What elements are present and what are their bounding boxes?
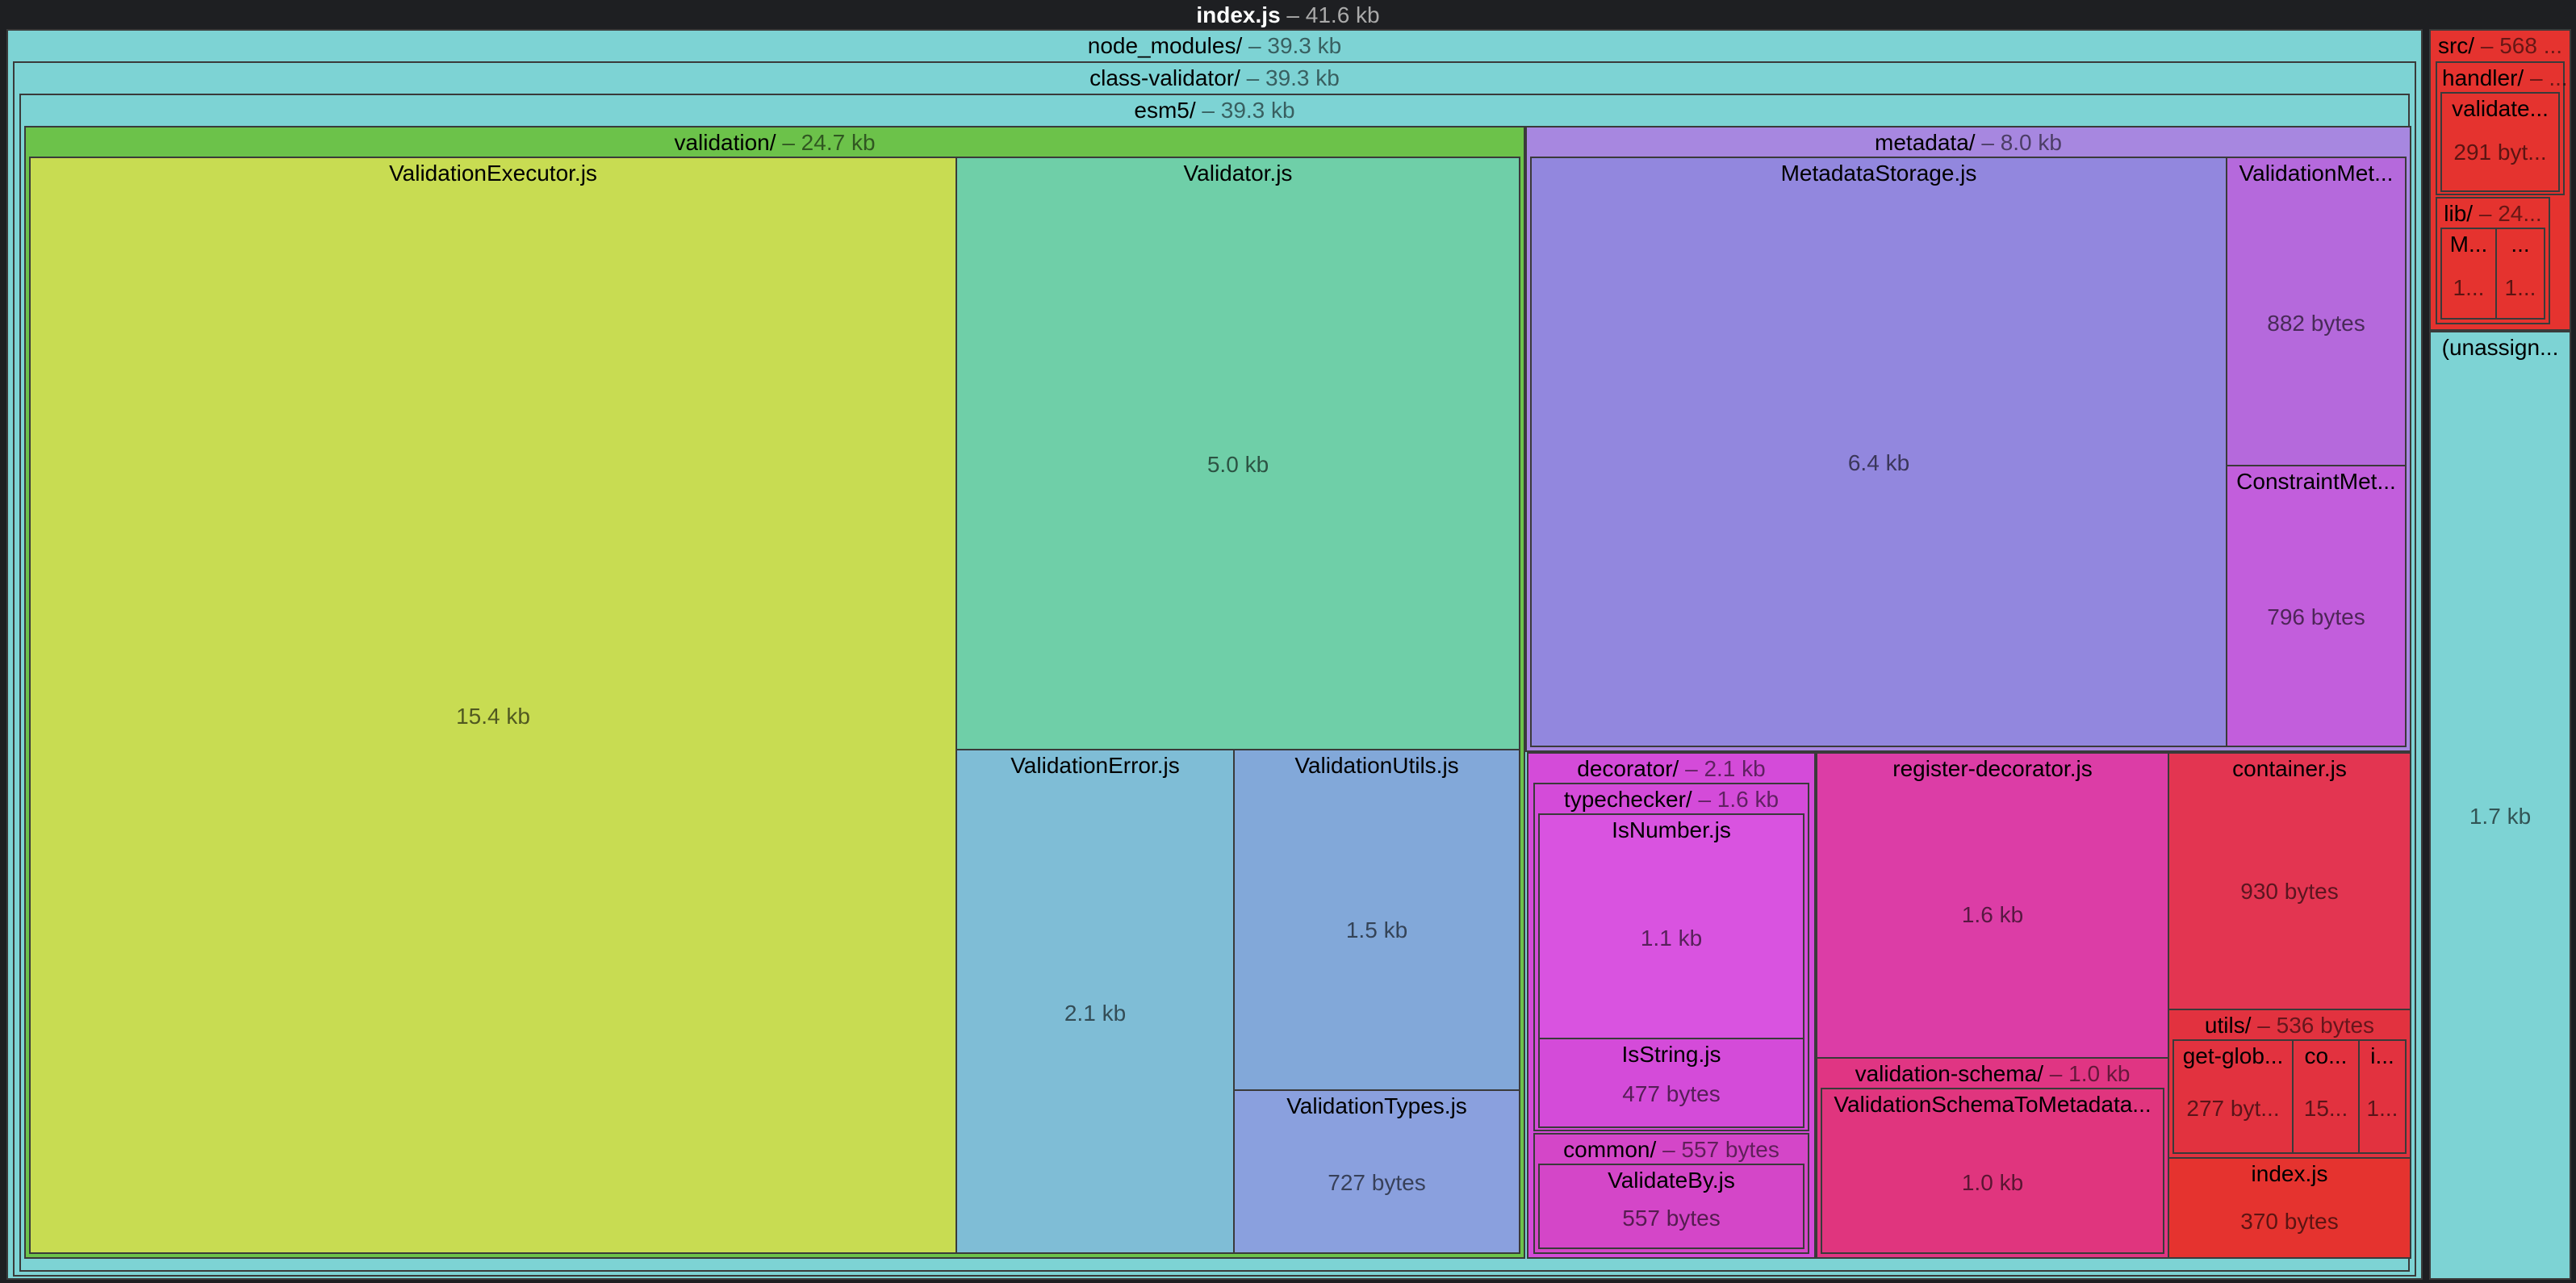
node-label bbox=[1540, 815, 1803, 846]
node-label bbox=[2294, 1041, 2358, 1072]
node-label bbox=[957, 750, 1233, 781]
node-name: index.js bbox=[1196, 2, 1281, 27]
node-value: 1.0 kb bbox=[1961, 1170, 2024, 1195]
node-label bbox=[1235, 1091, 1519, 1122]
node-size: – 8.0 kb bbox=[1975, 130, 2062, 155]
file-isnumber-js[interactable] bbox=[1538, 813, 1804, 1039]
node-value: 1.7 kb bbox=[2469, 804, 2532, 829]
node-size: – 39.3 kb bbox=[1240, 65, 1340, 90]
node-label bbox=[1535, 1135, 1808, 1165]
node-name: utils/ bbox=[2204, 1013, 2252, 1038]
node-size: – ... bbox=[2524, 65, 2568, 90]
node-name: class-validator/ bbox=[1089, 65, 1240, 90]
node-name: decorator/ bbox=[1577, 756, 1679, 781]
node-name: handler/ bbox=[2442, 65, 2524, 90]
node-name: typechecker/ bbox=[1563, 787, 1692, 812]
file-validationmet[interactable] bbox=[2226, 157, 2407, 466]
node-label bbox=[1235, 750, 1519, 781]
node-name: index.js bbox=[2251, 1161, 2328, 1186]
node-label bbox=[1532, 158, 2226, 189]
node-name: ValidationUtils.js bbox=[1294, 753, 1459, 778]
file-validateby-js[interactable] bbox=[1538, 1164, 1804, 1249]
node-name: ... bbox=[2511, 232, 2530, 257]
file-validationexecutor-js[interactable] bbox=[29, 157, 957, 1254]
node-label bbox=[2431, 332, 2570, 363]
node-label bbox=[2174, 1041, 2292, 1072]
file-validationutils-js[interactable] bbox=[1233, 749, 1520, 1091]
node-value: 882 bytes bbox=[2267, 311, 2365, 336]
node-value: 477 bytes bbox=[1622, 1081, 1721, 1106]
node-label bbox=[2169, 1010, 2410, 1041]
node-value: 291 byt... bbox=[2453, 140, 2547, 165]
node-name: ValidationError.js bbox=[1010, 753, 1180, 778]
node-name: validation-schema/ bbox=[1855, 1061, 2044, 1086]
node-label bbox=[31, 158, 956, 189]
node-name: metadata/ bbox=[1875, 130, 1976, 155]
file-metadatastorage-js[interactable] bbox=[1530, 157, 2227, 747]
node-label bbox=[0, 0, 2576, 31]
node-name: src/ bbox=[2437, 33, 2475, 58]
node-label bbox=[2442, 94, 2558, 124]
node-label bbox=[1535, 784, 1808, 815]
node-size: – 1.6 kb bbox=[1692, 787, 1779, 812]
node-name: register-decorator.js bbox=[1892, 756, 2093, 781]
node-value: 1... bbox=[2504, 275, 2536, 300]
node-label bbox=[1528, 754, 1814, 784]
node-label bbox=[21, 95, 2408, 126]
node-name: node_modules/ bbox=[1087, 33, 1243, 58]
node-value: 930 bytes bbox=[2240, 879, 2339, 904]
node-label bbox=[1817, 1059, 2168, 1089]
file-container-js[interactable] bbox=[2168, 752, 2411, 1010]
file-validationerror-js[interactable] bbox=[956, 749, 1235, 1254]
node-name: lib/ bbox=[2444, 201, 2474, 226]
node-value: 277 byt... bbox=[2186, 1096, 2280, 1121]
node-label bbox=[2227, 158, 2405, 189]
node-value: 1.6 kb bbox=[1961, 902, 2024, 927]
node-value: 6.4 kb bbox=[1847, 450, 1910, 475]
node-name: ValidationSchemaToMetadata... bbox=[1834, 1092, 2152, 1117]
node-name: container.js bbox=[2232, 756, 2347, 781]
file-validationschematometadata[interactable] bbox=[1821, 1088, 2164, 1254]
file-node[interactable] bbox=[2495, 228, 2545, 320]
file-constraintmet[interactable] bbox=[2226, 465, 2407, 747]
node-label bbox=[2431, 31, 2570, 61]
node-label bbox=[2227, 466, 2405, 497]
node-name: ValidateBy.js bbox=[1608, 1168, 1735, 1193]
node-size: – 41.6 kb bbox=[1280, 2, 1380, 27]
node-name: validation/ bbox=[674, 130, 776, 155]
node-label bbox=[1540, 1165, 1803, 1196]
file-validator-js[interactable] bbox=[956, 157, 1520, 750]
node-size: – 39.3 kb bbox=[1242, 33, 1342, 58]
node-value: 2.1 kb bbox=[1064, 1001, 1127, 1026]
node-size: – 557 bytes bbox=[1656, 1137, 1779, 1162]
node-label bbox=[2442, 229, 2495, 260]
node-name: i... bbox=[2370, 1043, 2394, 1068]
file-unassign[interactable] bbox=[2429, 331, 2571, 1280]
file-register-decorator-js[interactable] bbox=[1816, 752, 2169, 1059]
node-name: IsString.js bbox=[1621, 1042, 1721, 1067]
node-label bbox=[8, 31, 2421, 61]
node-size: – 568 ... bbox=[2474, 33, 2563, 58]
file-index-js[interactable] bbox=[2168, 1157, 2411, 1259]
node-label bbox=[2437, 63, 2568, 94]
node-name: co... bbox=[2304, 1043, 2348, 1068]
node-size: – 536 bytes bbox=[2251, 1013, 2375, 1038]
node-label bbox=[1822, 1089, 2163, 1120]
node-size: – 24.7 kb bbox=[776, 130, 876, 155]
node-label bbox=[2360, 1041, 2405, 1072]
node-value: 1.1 kb bbox=[1640, 926, 1703, 951]
node-label bbox=[2437, 199, 2549, 229]
node-value: 796 bytes bbox=[2267, 604, 2365, 629]
node-value: 1... bbox=[2453, 275, 2485, 300]
node-name: IsNumber.js bbox=[1612, 817, 1731, 842]
node-label bbox=[1817, 754, 2168, 784]
node-name: esm5/ bbox=[1134, 98, 1196, 123]
node-label bbox=[957, 158, 1519, 189]
node-label bbox=[15, 63, 2415, 94]
file-co[interactable] bbox=[2292, 1039, 2360, 1154]
node-size: – 24... bbox=[2473, 201, 2542, 226]
node-size: – 39.3 kb bbox=[1195, 98, 1295, 123]
node-name: ValidationTypes.js bbox=[1286, 1093, 1467, 1118]
node-name: MetadataStorage.js bbox=[1780, 161, 1977, 186]
node-name: Validator.js bbox=[1183, 161, 1293, 186]
node-size: – 1.0 kb bbox=[2043, 1061, 2131, 1086]
node-name: ValidationExecutor.js bbox=[389, 161, 597, 186]
file-m[interactable] bbox=[2440, 228, 2497, 320]
node-label bbox=[1540, 1039, 1803, 1070]
node-value: 15.4 kb bbox=[456, 704, 530, 729]
node-value: 15... bbox=[2303, 1096, 2348, 1121]
node-label bbox=[2169, 754, 2410, 784]
node-name: validate... bbox=[2452, 96, 2549, 121]
node-label bbox=[26, 127, 1524, 158]
node-name: get-glob... bbox=[2182, 1043, 2284, 1068]
node-name: (unassign... bbox=[2441, 335, 2559, 360]
node-label bbox=[1527, 127, 2410, 158]
node-label bbox=[2497, 229, 2544, 260]
file-isstring-js[interactable] bbox=[1538, 1038, 1804, 1128]
file-i[interactable] bbox=[2358, 1039, 2407, 1154]
node-size: – 2.1 kb bbox=[1679, 756, 1766, 781]
file-validationtypes-js[interactable] bbox=[1233, 1089, 1520, 1254]
node-value: 557 bytes bbox=[1622, 1206, 1721, 1231]
node-value: 1... bbox=[2366, 1096, 2398, 1121]
node-name: ValidationMet... bbox=[2239, 161, 2394, 186]
file-validate[interactable] bbox=[2440, 92, 2560, 192]
file-get-glob[interactable] bbox=[2172, 1039, 2294, 1154]
node-name: M... bbox=[2449, 232, 2488, 257]
node-value: 1.5 kb bbox=[1345, 917, 1408, 942]
node-name: common/ bbox=[1563, 1137, 1657, 1162]
node-value: 5.0 kb bbox=[1206, 452, 1269, 477]
node-name: ConstraintMet... bbox=[2236, 469, 2396, 494]
node-value: 370 bytes bbox=[2240, 1209, 2339, 1234]
node-label bbox=[2169, 1159, 2410, 1189]
node-value: 727 bytes bbox=[1328, 1170, 1426, 1195]
